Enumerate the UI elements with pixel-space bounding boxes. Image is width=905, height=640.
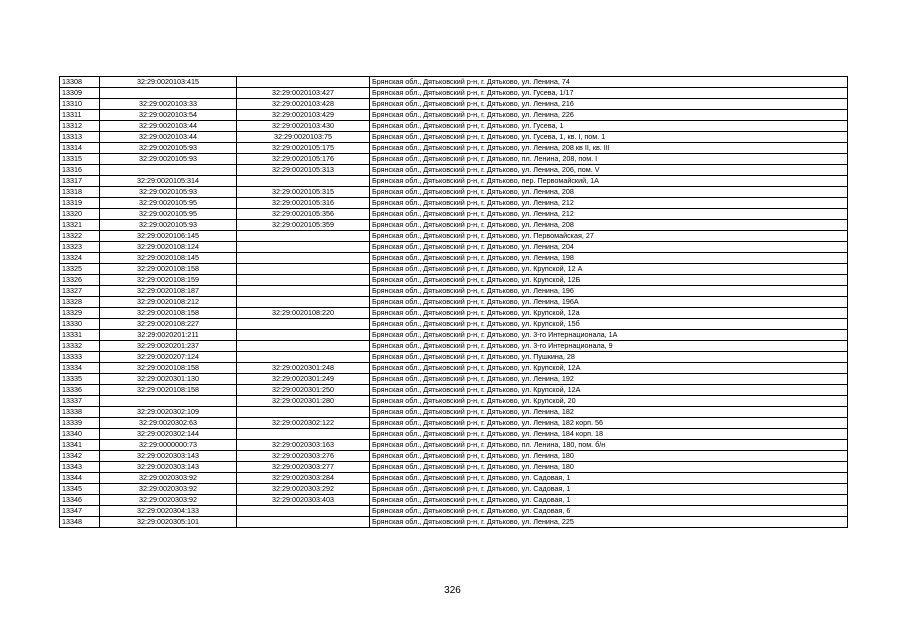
table-body	[60, 77, 848, 528]
table-row	[60, 286, 848, 297]
cadastral-number-cell: 32:29:0020108:227	[100, 319, 237, 330]
row-number-cell: 13310	[60, 99, 100, 110]
table-row	[60, 407, 848, 418]
address-cell: Брянская обл., Дятьковский р-н, г. Дятьково, ул. Гусева, 1, кв. I, пом. 1	[370, 132, 848, 143]
cadastral-number-cell: 32:29:0020303:143	[100, 462, 237, 473]
object-cadastral-number-cell	[237, 319, 370, 330]
address-cell: Брянская обл., Дятьковский р-н, г. Дятьково, ул. Крупской, 12а	[370, 308, 848, 319]
address-cell: Брянская обл., Дятьковский р-н, г. Дятьково, ул. Крупской, 12Б	[370, 275, 848, 286]
cadastral-number-cell: 32:29:0020108:145	[100, 253, 237, 264]
cadastral-number-cell: 32:29:0000000:73	[100, 440, 237, 451]
object-cadastral-number-cell	[237, 297, 370, 308]
object-cadastral-number-cell	[237, 242, 370, 253]
row-number-cell: 13314	[60, 143, 100, 154]
row-number-cell: 13311	[60, 110, 100, 121]
row-number-cell: 13309	[60, 88, 100, 99]
object-cadastral-number-cell: 32:29:0020103:430	[237, 121, 370, 132]
cadastral-number-cell: 32:29:0020201:211	[100, 330, 237, 341]
row-number-cell: 13331	[60, 330, 100, 341]
address-cell: Брянская обл., Дятьковский р-н, г. Дятьково, ул. Ленина, 208	[370, 187, 848, 198]
cadastral-number-cell: 32:29:0020105:93	[100, 220, 237, 231]
object-cadastral-number-cell	[237, 407, 370, 418]
object-cadastral-number-cell	[237, 330, 370, 341]
address-cell: Брянская обл., Дятьковский р-н, г. Дятьково, ул. Гусева, 1/17	[370, 88, 848, 99]
row-number-cell: 13334	[60, 363, 100, 374]
cadastral-number-cell	[100, 165, 237, 176]
address-cell: Брянская обл., Дятьковский р-н, г. Дятьково, пл. Ленина, 208, пом. I	[370, 154, 848, 165]
object-cadastral-number-cell: 32:29:0020105:175	[237, 143, 370, 154]
table-row	[60, 473, 848, 484]
table-row	[60, 297, 848, 308]
object-cadastral-number-cell	[237, 176, 370, 187]
object-cadastral-number-cell: 32:29:0020301:248	[237, 363, 370, 374]
table-row	[60, 176, 848, 187]
object-cadastral-number-cell: 32:29:0020105:315	[237, 187, 370, 198]
row-number-cell: 13327	[60, 286, 100, 297]
address-cell: Брянская обл., Дятьковский р-н, г. Дятьково, ул. Ленина, 208 кв II, кв. III	[370, 143, 848, 154]
table-row	[60, 77, 848, 88]
row-number-cell: 13336	[60, 385, 100, 396]
row-number-cell: 13317	[60, 176, 100, 187]
table-row	[60, 121, 848, 132]
address-cell: Брянская обл., Дятьковский р-н, г. Дятьково, ул. Первомайская, 27	[370, 231, 848, 242]
address-cell: Брянская обл., Дятьковский р-н, г. Дятьково, ул. Садовая, 1	[370, 484, 848, 495]
cadastral-number-cell	[100, 88, 237, 99]
address-cell: Брянская обл., Дятьковский р-н, г. Дятьково, ул. Ленина, 192	[370, 374, 848, 385]
cadastral-number-cell: 32:29:0020106:145	[100, 231, 237, 242]
address-cell: Брянская обл., Дятьковский р-н, г. Дятьково, ул. Ленина, 182	[370, 407, 848, 418]
table-row	[60, 242, 848, 253]
cadastral-number-cell: 32:29:0020108:212	[100, 297, 237, 308]
row-number-cell: 13312	[60, 121, 100, 132]
table-row	[60, 88, 848, 99]
object-cadastral-number-cell: 32:29:0020103:429	[237, 110, 370, 121]
object-cadastral-number-cell: 32:29:0020301:249	[237, 374, 370, 385]
cadastral-number-cell: 32:29:0020302:144	[100, 429, 237, 440]
address-cell: Брянская обл., Дятьковский р-н, г. Дятьково, ул. Ленина, 184 корп. 18	[370, 429, 848, 440]
table-row	[60, 198, 848, 209]
cadastral-number-cell: 32:29:0020302:63	[100, 418, 237, 429]
object-cadastral-number-cell	[237, 77, 370, 88]
address-cell: Брянская обл., Дятьковский р-н, г. Дятьково, ул. Ленина, 208	[370, 220, 848, 231]
row-number-cell: 13328	[60, 297, 100, 308]
address-cell: Брянская обл., Дятьковский р-н, г. Дятьково, ул. Ленина, 226	[370, 110, 848, 121]
row-number-cell: 13335	[60, 374, 100, 385]
cadastral-number-cell: 32:29:0020105:93	[100, 187, 237, 198]
row-number-cell: 13319	[60, 198, 100, 209]
table-row	[60, 99, 848, 110]
address-cell: Брянская обл., Дятьковский р-н, г. Дятьково, ул. Садовая, 1	[370, 473, 848, 484]
object-cadastral-number-cell	[237, 231, 370, 242]
object-cadastral-number-cell	[237, 275, 370, 286]
address-cell: Брянская обл., Дятьковский р-н, г. Дятьково, ул. Крупской, 15б	[370, 319, 848, 330]
address-cell: Брянская обл., Дятьковский р-н, г. Дятьково, ул. Ленина, 74	[370, 77, 848, 88]
table-row	[60, 264, 848, 275]
cadastral-number-cell: 32:29:0020108:158	[100, 363, 237, 374]
object-cadastral-number-cell: 32:29:0020301:250	[237, 385, 370, 396]
cadastral-number-cell: 32:29:0020103:44	[100, 121, 237, 132]
cadastral-number-cell: 32:29:0020303:92	[100, 473, 237, 484]
address-cell: Брянская обл., Дятьковский р-н, г. Дятьково, ул. Ленина, 212	[370, 198, 848, 209]
table-row	[60, 396, 848, 407]
row-number-cell: 13320	[60, 209, 100, 220]
object-cadastral-number-cell	[237, 253, 370, 264]
row-number-cell: 13333	[60, 352, 100, 363]
row-number-cell: 13322	[60, 231, 100, 242]
page-number: 326	[444, 585, 461, 596]
table-row	[60, 165, 848, 176]
address-cell: Брянская обл., Дятьковский р-н, г. Дятьково, пер. Первомайский, 1А	[370, 176, 848, 187]
address-cell: Брянская обл., Дятьковский р-н, г. Дятьково, ул. Садовая, 1	[370, 495, 848, 506]
object-cadastral-number-cell: 32:29:0020301:280	[237, 396, 370, 407]
row-number-cell: 13343	[60, 462, 100, 473]
object-cadastral-number-cell: 32:29:0020105:316	[237, 198, 370, 209]
row-number-cell: 13340	[60, 429, 100, 440]
row-number-cell: 13321	[60, 220, 100, 231]
object-cadastral-number-cell: 32:29:0020105:176	[237, 154, 370, 165]
cadastral-number-cell: 32:29:0020301:130	[100, 374, 237, 385]
table-row	[60, 231, 848, 242]
table-row	[60, 330, 848, 341]
row-number-cell: 13337	[60, 396, 100, 407]
address-cell: Брянская обл., Дятьковский р-н, г. Дятьково, ул. Ленина, 180	[370, 462, 848, 473]
table-row	[60, 110, 848, 121]
address-cell: Брянская обл., Дятьковский р-н, г. Дятьково, ул. Пушкина, 28	[370, 352, 848, 363]
cadastral-number-cell: 32:29:0020108:159	[100, 275, 237, 286]
address-cell: Брянская обл., Дятьковский р-н, г. Дятьково, ул. Гусева, 1	[370, 121, 848, 132]
table-row	[60, 385, 848, 396]
address-cell: Брянская обл., Дятьковский р-н, г. Дятьково, ул. Ленина, 225	[370, 517, 848, 528]
object-cadastral-number-cell: 32:29:0020302:122	[237, 418, 370, 429]
row-number-cell: 13329	[60, 308, 100, 319]
object-cadastral-number-cell: 32:29:0020105:356	[237, 209, 370, 220]
row-number-cell: 13323	[60, 242, 100, 253]
table-row	[60, 517, 848, 528]
table-row	[60, 275, 848, 286]
row-number-cell: 13342	[60, 451, 100, 462]
cadastral-number-cell: 32:29:0020108:124	[100, 242, 237, 253]
row-number-cell: 13348	[60, 517, 100, 528]
row-number-cell: 13332	[60, 341, 100, 352]
row-number-cell: 13346	[60, 495, 100, 506]
cadastral-number-cell: 32:29:0020108:158	[100, 308, 237, 319]
object-cadastral-number-cell	[237, 517, 370, 528]
row-number-cell: 13318	[60, 187, 100, 198]
cadastral-number-cell: 32:29:0020303:143	[100, 451, 237, 462]
table-row	[60, 154, 848, 165]
address-cell: Брянская обл., Дятьковский р-н, г. Дятьково, ул. Ленина, 182 корп. 56	[370, 418, 848, 429]
cadastral-number-cell: 32:29:0020303:92	[100, 484, 237, 495]
row-number-cell: 13324	[60, 253, 100, 264]
table-row	[60, 495, 848, 506]
address-cell: Брянская обл., Дятьковский р-н, г. Дятьково, ул. Крупской, 12А	[370, 385, 848, 396]
address-cell: Брянская обл., Дятьковский р-н, г. Дятьково, ул. 3-го Интернационала, 9	[370, 341, 848, 352]
object-cadastral-number-cell: 32:29:0020103:428	[237, 99, 370, 110]
row-number-cell: 13308	[60, 77, 100, 88]
table-row	[60, 374, 848, 385]
address-cell: Брянская обл., Дятьковский р-н, г. Дятьково, ул. Ленина, 206, пом. V	[370, 165, 848, 176]
property-table	[59, 76, 848, 528]
cadastral-number-cell: 32:29:0020105:93	[100, 143, 237, 154]
object-cadastral-number-cell	[237, 341, 370, 352]
cadastral-number-cell: 32:29:0020105:95	[100, 198, 237, 209]
table-row	[60, 308, 848, 319]
table-row	[60, 363, 848, 374]
object-cadastral-number-cell: 32:29:0020105:313	[237, 165, 370, 176]
object-cadastral-number-cell	[237, 286, 370, 297]
table-row	[60, 253, 848, 264]
address-cell: Брянская обл., Дятьковский р-н, г. Дятьково, пл. Ленина, 180, пом. б/н	[370, 440, 848, 451]
object-cadastral-number-cell: 32:29:0020303:292	[237, 484, 370, 495]
object-cadastral-number-cell: 32:29:0020103:75	[237, 132, 370, 143]
table-row	[60, 418, 848, 429]
object-cadastral-number-cell	[237, 506, 370, 517]
cadastral-number-cell: 32:29:0020108:158	[100, 385, 237, 396]
address-cell: Брянская обл., Дятьковский р-н, г. Дятьково, ул. Садовая, 6	[370, 506, 848, 517]
object-cadastral-number-cell	[237, 429, 370, 440]
row-number-cell: 13341	[60, 440, 100, 451]
row-number-cell: 13339	[60, 418, 100, 429]
address-cell: Брянская обл., Дятьковский р-н, г. Дятьково, ул. Ленина, 196	[370, 286, 848, 297]
row-number-cell: 13345	[60, 484, 100, 495]
object-cadastral-number-cell: 32:29:0020303:163	[237, 440, 370, 451]
cadastral-number-cell: 32:29:0020305:101	[100, 517, 237, 528]
table-row	[60, 187, 848, 198]
table-row	[60, 132, 848, 143]
cadastral-number-cell: 32:29:0020303:92	[100, 495, 237, 506]
object-cadastral-number-cell: 32:29:0020108:220	[237, 308, 370, 319]
table-row	[60, 220, 848, 231]
cadastral-number-cell	[100, 396, 237, 407]
table-row	[60, 484, 848, 495]
row-number-cell: 13316	[60, 165, 100, 176]
cadastral-number-cell: 32:29:0020105:314	[100, 176, 237, 187]
cadastral-number-cell: 32:29:0020105:93	[100, 154, 237, 165]
row-number-cell: 13325	[60, 264, 100, 275]
address-cell: Брянская обл., Дятьковский р-н, г. Дятьково, ул. Ленина, 204	[370, 242, 848, 253]
cadastral-number-cell: 32:29:0020201:237	[100, 341, 237, 352]
row-number-cell: 13347	[60, 506, 100, 517]
table-row	[60, 462, 848, 473]
row-number-cell: 13330	[60, 319, 100, 330]
address-cell: Брянская обл., Дятьковский р-н, г. Дятьково, ул. Ленина, 196А	[370, 297, 848, 308]
object-cadastral-number-cell: 32:29:0020303:403	[237, 495, 370, 506]
cadastral-number-cell: 32:29:0020304:133	[100, 506, 237, 517]
object-cadastral-number-cell: 32:29:0020103:427	[237, 88, 370, 99]
cadastral-number-cell: 32:29:0020105:95	[100, 209, 237, 220]
cadastral-number-cell: 32:29:0020103:415	[100, 77, 237, 88]
object-cadastral-number-cell	[237, 264, 370, 275]
table-row	[60, 319, 848, 330]
address-cell: Брянская обл., Дятьковский р-н, г. Дятьково, ул. Крупской, 20	[370, 396, 848, 407]
object-cadastral-number-cell: 32:29:0020303:277	[237, 462, 370, 473]
cadastral-number-cell: 32:29:0020103:44	[100, 132, 237, 143]
row-number-cell: 13315	[60, 154, 100, 165]
cadastral-number-cell: 32:29:0020302:109	[100, 407, 237, 418]
cadastral-number-cell: 32:29:0020103:54	[100, 110, 237, 121]
address-cell: Брянская обл., Дятьковский р-н, г. Дятьково, ул. Крупской, 12А	[370, 363, 848, 374]
cadastral-number-cell: 32:29:0020108:158	[100, 264, 237, 275]
object-cadastral-number-cell: 32:29:0020105:359	[237, 220, 370, 231]
table-row	[60, 341, 848, 352]
cadastral-number-cell: 32:29:0020103:33	[100, 99, 237, 110]
object-cadastral-number-cell: 32:29:0020303:284	[237, 473, 370, 484]
table-row	[60, 143, 848, 154]
address-cell: Брянская обл., Дятьковский р-н, г. Дятьково, ул. Ленина, 198	[370, 253, 848, 264]
object-cadastral-number-cell: 32:29:0020303:276	[237, 451, 370, 462]
table-row	[60, 209, 848, 220]
address-cell: Брянская обл., Дятьковский р-н, г. Дятьково, ул. Ленина, 216	[370, 99, 848, 110]
row-number-cell: 13326	[60, 275, 100, 286]
table-row	[60, 352, 848, 363]
table-row	[60, 429, 848, 440]
row-number-cell: 13313	[60, 132, 100, 143]
table-row	[60, 440, 848, 451]
object-cadastral-number-cell	[237, 352, 370, 363]
table-row	[60, 506, 848, 517]
address-cell: Брянская обл., Дятьковский р-н, г. Дятьково, ул. Ленина, 180	[370, 451, 848, 462]
cadastral-number-cell: 32:29:0020207:124	[100, 352, 237, 363]
row-number-cell: 13344	[60, 473, 100, 484]
row-number-cell: 13338	[60, 407, 100, 418]
table-row	[60, 451, 848, 462]
cadastral-number-cell: 32:29:0020108:187	[100, 286, 237, 297]
address-cell: Брянская обл., Дятьковский р-н, г. Дятьково, ул. 3-го Интернационала, 1А	[370, 330, 848, 341]
address-cell: Брянская обл., Дятьковский р-н, г. Дятьково, ул. Ленина, 212	[370, 209, 848, 220]
address-cell: Брянская обл., Дятьковский р-н, г. Дятьково, ул. Крупской, 12 А	[370, 264, 848, 275]
